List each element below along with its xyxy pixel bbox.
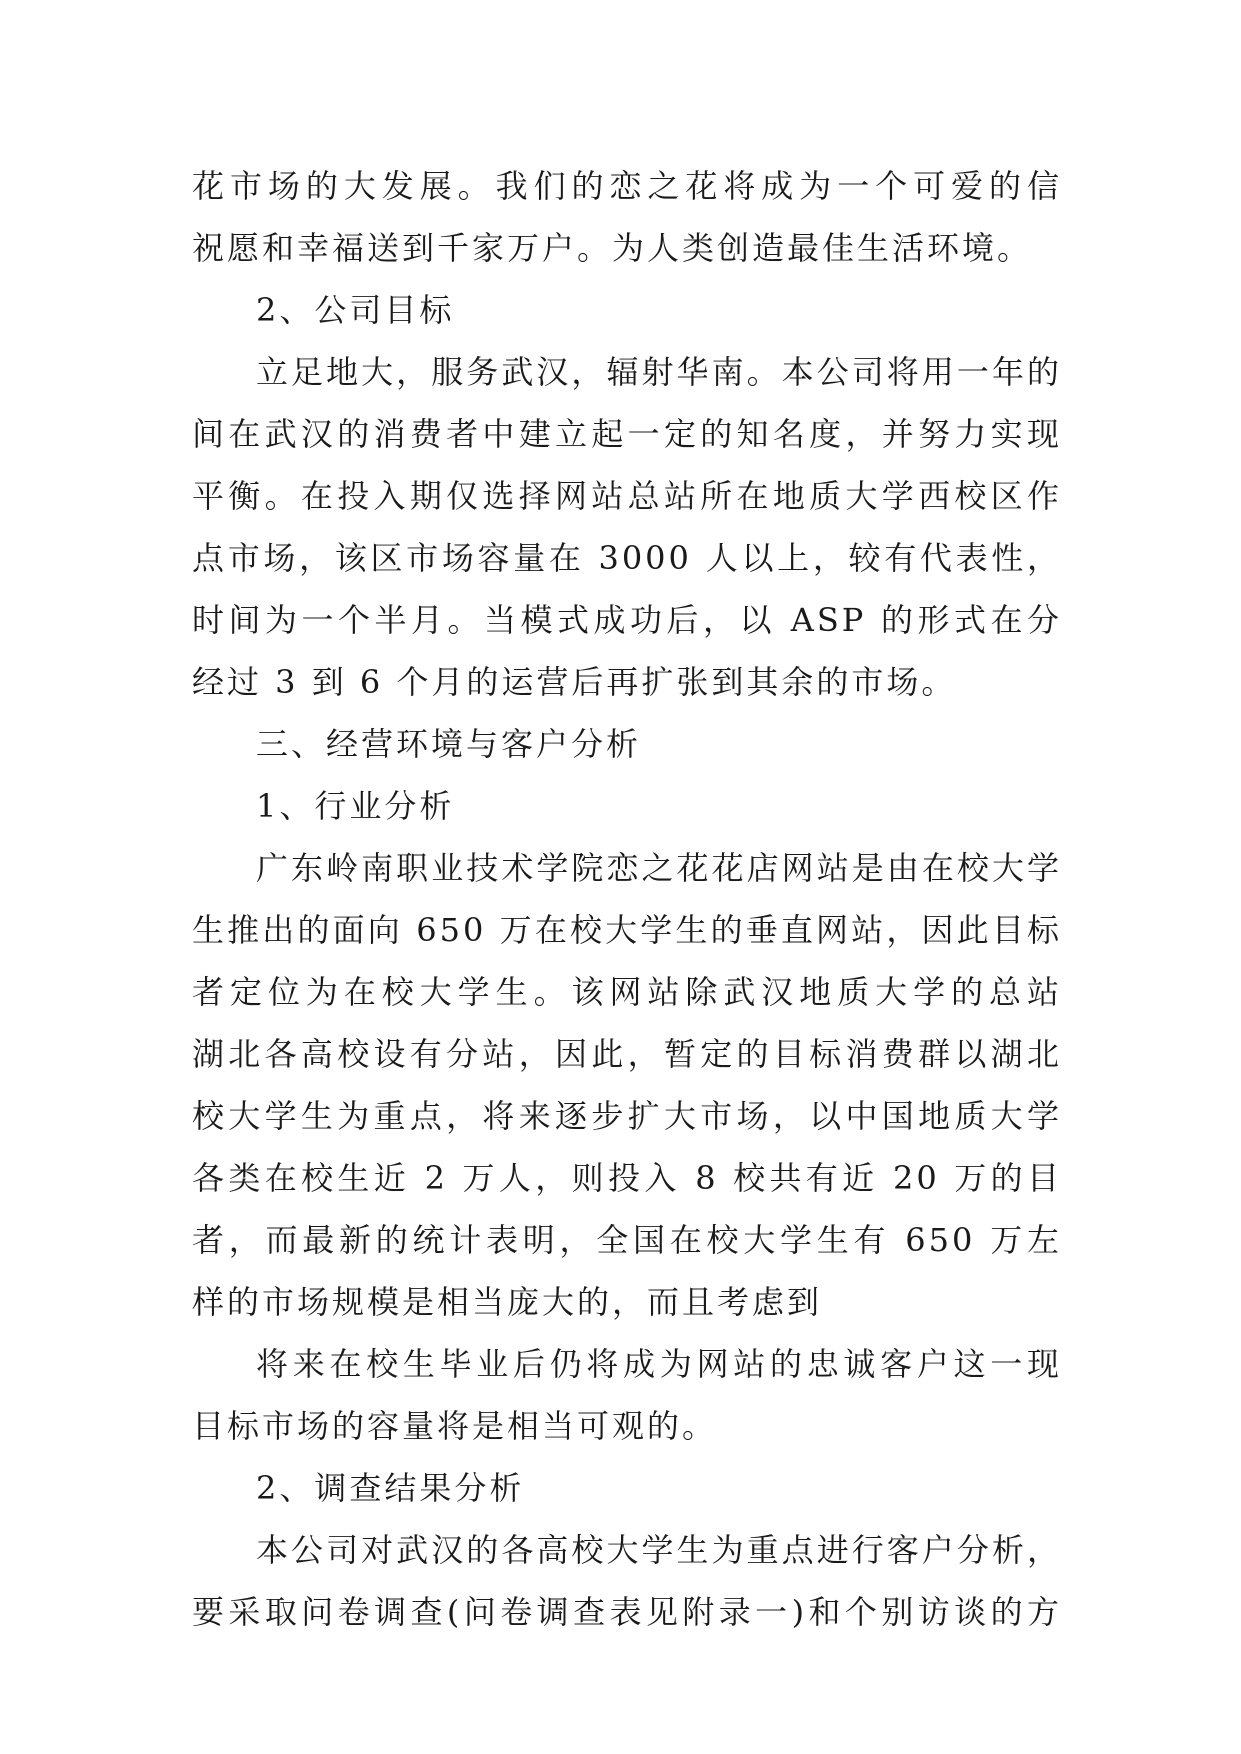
section-heading: 三、经营环境与客户分析 [256,725,642,763]
text-line: 祝愿和幸福送到千家万户。为人类创造最佳生活环境。 [192,229,1033,267]
text-line: 者，而最新的统计表明，全国在校大学生有 650 万左 [192,1221,1062,1259]
text-line: 生推出的面向 650 万在校大学生的垂直网站，因此目标 [192,911,1062,949]
text-line: 目标市场的容量将是相当可观的。 [192,1407,718,1445]
section-heading: 2、公司目标 [256,291,455,329]
text-line: 立足地大，服务武汉，辐射华南。本公司将用一年的 [256,353,1062,391]
text-line: 点市场，该区市场容量在 3000 人以上，较有代表性， [192,539,1062,577]
text-line: 广东岭南职业技术学院恋之花花店网站是由在校大学 [256,849,1062,887]
section-heading: 1、行业分析 [256,787,455,825]
text-line: 本公司对武汉的各高校大学生为重点进行客户分析， [256,1531,1062,1569]
text-line: 平衡。在投入期仅选择网站总站所在地质大学西校区作 [192,477,1062,515]
section-heading: 2、调查结果分析 [256,1469,525,1507]
text-line: 校大学生为重点，将来逐步扩大市场，以中国地质大学 [192,1097,1062,1135]
text-line: 湖北各高校设有分站，因此，暂定的目标消费群以湖北 [192,1035,1062,1073]
text-line: 要采取问卷调查(问卷调查表见附录一)和个别访谈的方 [192,1593,1062,1631]
text-line: 将来在校生毕业后仍将成为网站的忠诚客户这一现 [256,1345,1062,1383]
text-line: 各类在校生近 2 万人，则投入 8 校共有近 20 万的目 [192,1159,1062,1197]
text-line: 时间为一个半月。当模式成功后，以 ASP 的形式在分 [192,601,1062,639]
text-line: 经过 3 到 6 个月的运营后再扩张到其余的市场。 [192,663,957,701]
text-line: 者定位为在校大学生。该网站除武汉地质大学的总站 [192,973,1062,1011]
text-line: 间在武汉的消费者中建立起一定的知名度，并努力实现 [192,415,1062,453]
text-line: 样的市场规模是相当庞大的，而且考虑到 [192,1283,823,1321]
text-line: 花市场的大发展。我们的恋之花将成为一个可爱的信 [192,167,1062,205]
